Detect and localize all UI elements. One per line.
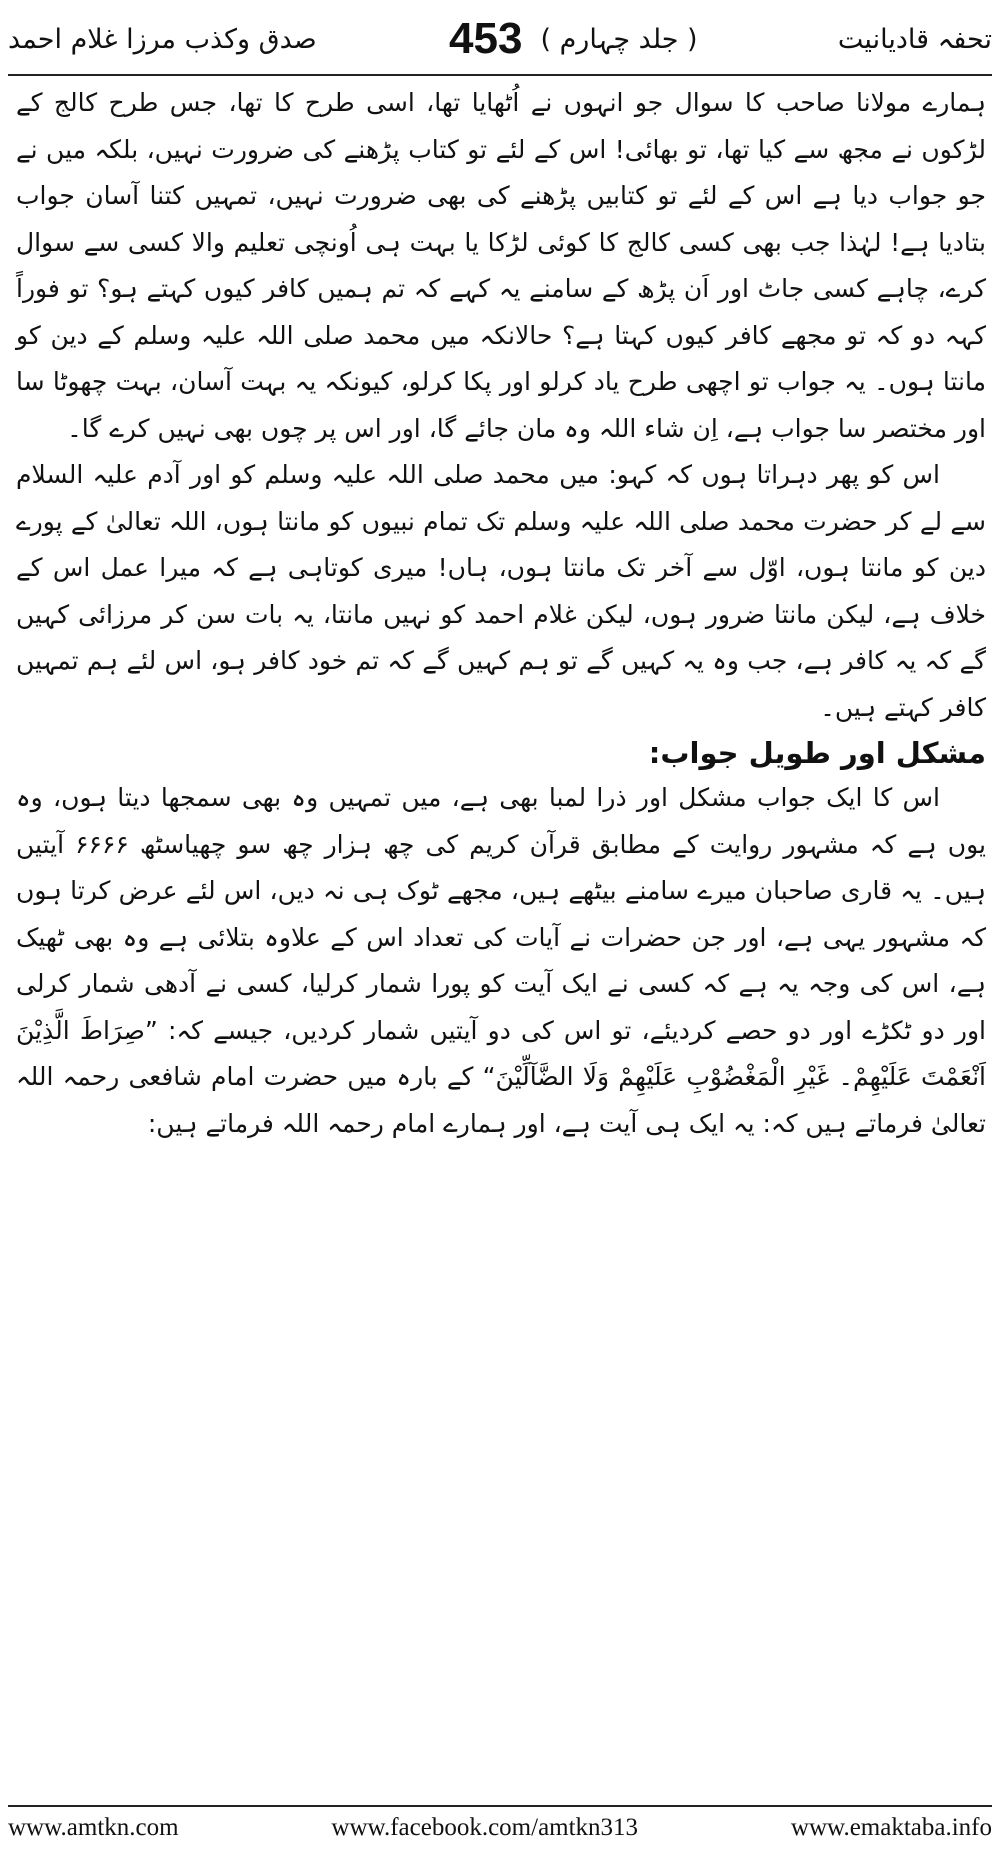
section-heading: مشکل اور طویل جواب: [648, 736, 986, 770]
header-center [449, 14, 698, 64]
paragraph-3: اس کا ایک جواب مشکل اور ذرا لمبا بھی ہے، میں تمہیں وہ بھی سمجھا دیتا ہوں، وہ یوں ہے کہ مشہور روایت کے مطابق قرآن کریم کی چھ ہزار چھ سو چھیاسٹھ ۶۶۶۶ آیتیں ہیں۔ یہ قاری صاحبان میرے سامنے بیٹھے ہیں، مجھے ٹوک ہی نہ دیں، اس لئے عرض کرتا ہوں کہ مشہور یہی ہے، اور جن حضرات نے آیات کی تعداد اس کے علاوہ بتلائی ہے وہ بھی ٹھیک ہے، اس کی وجہ یہ ہے کہ کسی نے ایک آیت کو پورا شمار کرلیا، کسی نے آدھی شمار کرلی اور دو ٹکڑے اور دو حصے کردیئے، تو اس کی دو آیتیں شمار کردیں، جیسے کہ: ”صِرَاطَ الَّذِیْنَ اَنْعَمْتَ عَلَیْھِمْ۔ غَیْرِ الْمَغْضُوْبِ عَلَیْھِمْ وَلَا الضَّآلِّیْنَ“ کے بارہ میں حضرت امام شافعی رحمہ اللہ تعالیٰ فرماتے ہیں کہ: یہ ایک ہی آیت ہے، اور ہمارے امام رحمہ اللہ فرماتے ہیں: [16, 783, 986, 1138]
page-number: 453 [449, 14, 523, 63]
footer-divider [8, 1805, 992, 1807]
footer-link-facebook[interactable]: www.facebook.com/amtkn313 [331, 1814, 639, 1841]
header-divider [8, 74, 992, 76]
paragraph-2: اس کو پھر دہراتا ہوں کہ کہو: میں محمد صلی اللہ علیہ وسلم کو اور آدم علیہ السلام سے لے کر حضرت محمد صلی اللہ علیہ وسلم تک تمام نبیوں کو مانتا ہوں، اللہ تعالیٰ کے پورے دین کو مانتا ہوں، اوّل سے آخر تک مانتا ہوں، ہاں! میری کوتاہی ہے کہ میرا عمل اس کے خلاف ہے، لیکن مانتا ضرور ہوں، لیکن غلام احمد کو نہیں مانتا، یہ بات سن کر مرزائی کہیں گے کہ یہ کافر ہے، جب وہ یہ کہیں گے تو ہم کہیں گے کہ تم خود کافر ہو، اس لئے ہم تمہیں کافر کہتے ہیں۔ [16, 460, 986, 722]
footer-link-amtkn[interactable]: www.amtkn.com [8, 1814, 179, 1841]
page-header [8, 8, 992, 70]
footer-link-emaktaba[interactable]: www.emaktaba.info [790, 1814, 992, 1841]
page-footer [8, 1810, 992, 1846]
page-body [16, 80, 986, 1147]
book-title: تحفہ قادیانیت [837, 23, 992, 55]
chapter-title: صدق وکذب مرزا غلام احمد [8, 23, 317, 55]
paragraph-1: ہمارے مولانا صاحب کا سوال جو انہوں نے اُٹھایا تھا، اسی طرح کا تھا، جس طرح کالج کے لڑکوں نے مجھ سے کیا تھا، تو بھائی! اس کے لئے تو کتاب پڑھنے کی ضرورت نہیں، بلکہ میں نے جو جواب دیا ہے اس کے لئے تو کتابیں پڑھنے کی بھی ضرورت نہیں، تمہیں کتنا آسان جواب بتادیا ہے! لہٰذا جب بھی کسی کالج کا کوئی لڑکا یا بہت ہی اُونچی تعلیم والا کسی سے سوال کرے، چاہے کسی جاٹ اور اَن پڑھ کے سامنے یہ کہے کہ تم ہمیں کافر کیوں کہتے ہو؟ تو فوراً کہہ دو کہ تو مجھے کافر کیوں کہتا ہے؟ حالانکہ میں محمد صلی اللہ علیہ وسلم کے دین کو مانتا ہوں۔ یہ جواب تو اچھی طرح یاد کرلو اور پکا کرلو، کیونکہ یہ بہت آسان، بہت چھوٹا سا اور مختصر سا جواب ہے، اِن شاء اللہ وہ مان جائے گا، اور اس پر چوں بھی نہیں کرے گا۔ [16, 88, 986, 443]
volume-label: ( جلد چہارم ) [540, 23, 698, 55]
